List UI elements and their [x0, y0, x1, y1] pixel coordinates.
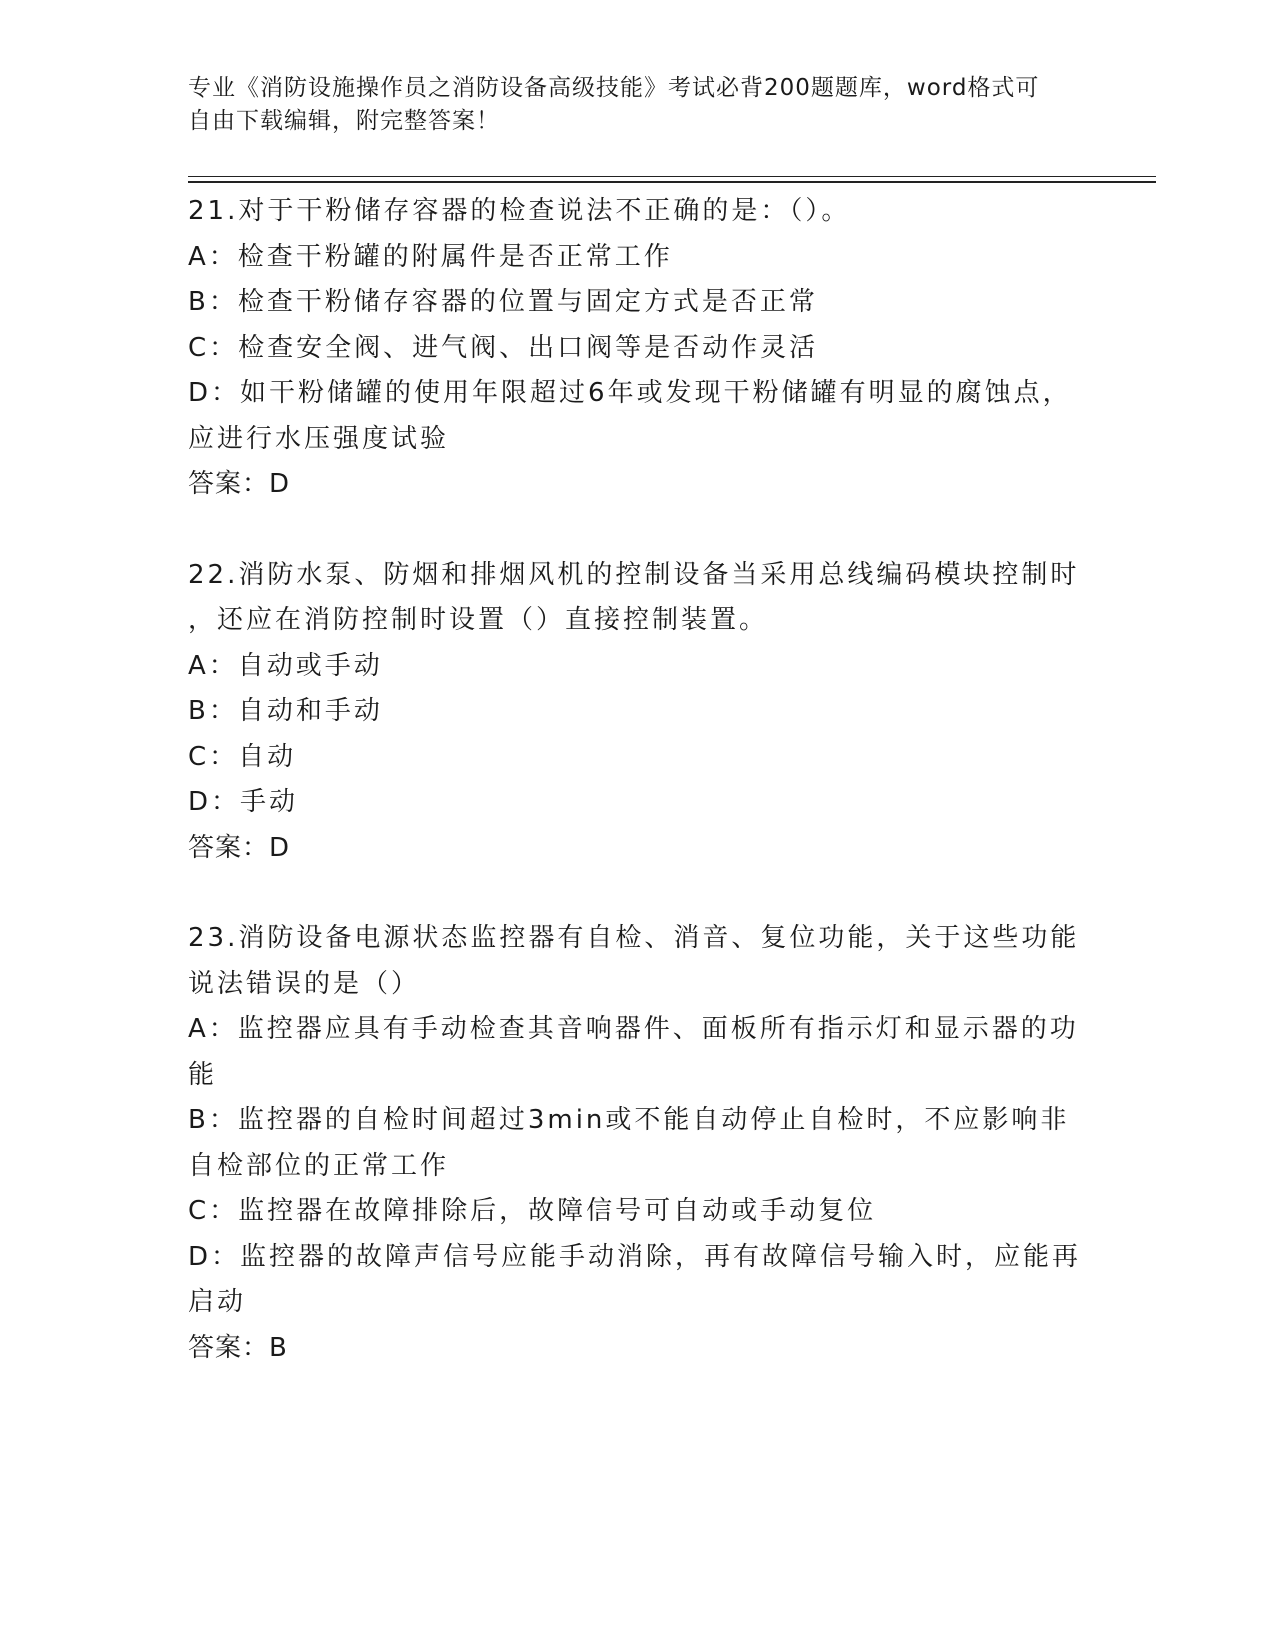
header-line: 专业《消防设施操作员之消防设备高级技能》考试必背200题题库，word格式可: [188, 75, 1040, 101]
option-a: A：自动或手动: [188, 650, 383, 681]
header-divider-thin: [188, 176, 1156, 177]
answer-label: 答案：B: [188, 1332, 288, 1363]
option-b-continued: 自检部位的正常工作: [188, 1150, 450, 1181]
option-b: B：自动和手动: [188, 696, 383, 726]
option-d-continued: 应进行水压强度试验: [188, 423, 450, 454]
option-c: C：自动: [188, 741, 297, 772]
question-stem-continued: ，还应在消防控制时设置（）直接控制装置。: [188, 605, 769, 635]
question-23: [188, 916, 1088, 1371]
header-line: 自由下载编辑，附完整答案！: [188, 108, 500, 134]
question-stem: 22.消防水泵、防烟和排烟风机的控制设备当采用总线编码模块控制时: [188, 559, 1080, 590]
option-c: C：检查安全阀、进气阀、出口阀等是否动作灵活: [188, 332, 819, 363]
question-stem: 23.消防设备电源状态监控器有自检、消音、复位功能，关于这些功能: [188, 923, 1080, 953]
option-a: A：监控器应具有手动检查其音响器件、面板所有指示灯和显示器的功: [188, 1014, 1079, 1044]
question-list: [188, 189, 1088, 1371]
option-d-continued: 启动: [188, 1287, 247, 1317]
question-stem-continued: 说法错误的是（）: [188, 968, 421, 999]
option-d: D：手动: [188, 787, 299, 817]
question-21: [188, 189, 1088, 508]
option-d: D：监控器的故障声信号应能手动消除，再有故障信号输入时，应能再: [188, 1241, 1082, 1272]
option-b: B：监控器的自检时间超过3min或不能自动停止自检时，不应影响非: [188, 1105, 1070, 1135]
header-divider-thick: [188, 181, 1156, 183]
option-b: B：检查干粉储存容器的位置与固定方式是否正常: [188, 287, 818, 317]
option-a-continued: 能: [188, 1059, 218, 1090]
option-a: A：检查干粉罐的附属件是否正常工作: [188, 241, 673, 272]
option-d: D：如干粉储罐的使用年限超过6年或发现干粉储罐有明显的腐蚀点，: [188, 378, 1072, 408]
question-22: [188, 553, 1088, 872]
option-c: C：监控器在故障排除后，故障信号可自动或手动复位: [188, 1196, 877, 1226]
question-stem: 21.对于干粉储存容器的检查说法不正确的是：（）。: [188, 196, 851, 226]
answer-label: 答案：D: [188, 469, 291, 499]
answer-label: 答案：D: [188, 832, 291, 863]
page-header: [188, 72, 1068, 138]
